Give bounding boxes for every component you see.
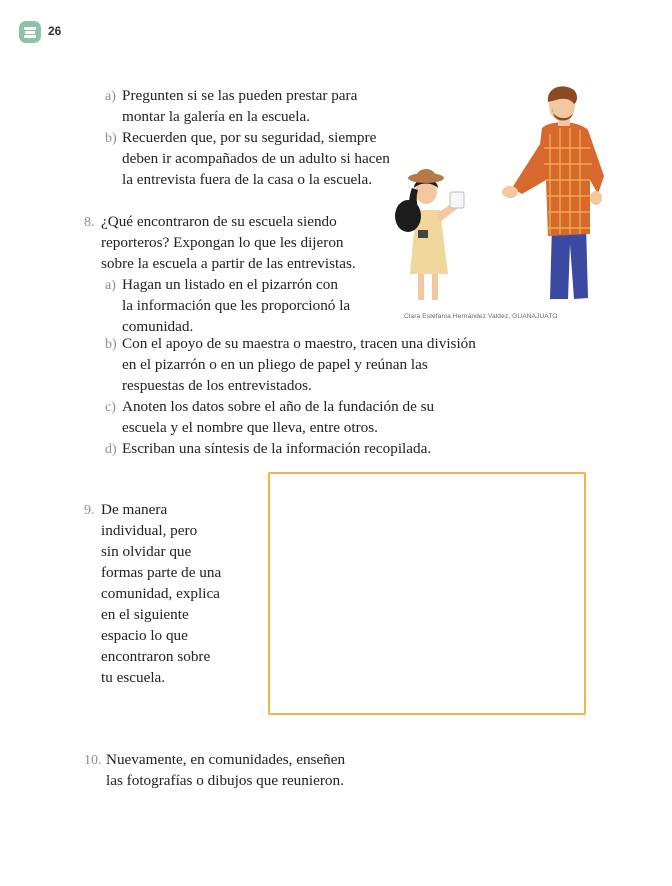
item-9-number: 9. <box>84 503 95 518</box>
item-9-line3: sin olvidar que <box>101 543 192 560</box>
item-9-line1: De manera <box>101 501 168 518</box>
item-9-line4: formas parte de una <box>101 564 222 581</box>
item-10-line1: Nuevamente, en comunidades, enseñen <box>106 751 346 768</box>
item-8d-marker: d) <box>105 442 117 457</box>
item-8d-line1: Escriban una síntesis de la información recopilada. <box>122 440 432 457</box>
man-figure <box>502 86 604 299</box>
illustration-caption: Clara Estefanía Hernández Valdez, GUANAJUATO <box>404 313 558 320</box>
item-9-line9: tu escuela. <box>101 669 166 686</box>
book-stack-icon <box>23 25 37 39</box>
answer-box[interactable] <box>268 472 586 715</box>
item-8-line1: ¿Qué encontraron de su escuela siendo <box>101 213 337 230</box>
page-number: 26 <box>48 24 62 38</box>
girl-and-man-illustration <box>392 84 612 310</box>
item-8a-line2: la información que les proporcionó la <box>122 297 351 314</box>
item-8-line3: sobre la escuela a partir de las entrevistas. <box>101 255 356 272</box>
item-8b-line3: respuestas de los entrevistados. <box>122 377 312 394</box>
girl-figure <box>395 169 464 300</box>
item-8a-line3: comunidad. <box>122 318 194 335</box>
list-item-a-line1: Pregunten si se las pueden prestar para <box>122 87 358 104</box>
item-8c-line1: Anoten los datos sobre el año de la fundación de su <box>122 398 435 415</box>
illustration <box>392 84 612 315</box>
page-badge <box>19 21 41 43</box>
list-item-b-line1: Recuerden que, por su seguridad, siempre <box>122 129 377 146</box>
item-9-line5: comunidad, explica <box>101 585 220 602</box>
list-marker-a: a) <box>105 89 116 104</box>
list-item-b-line3: la entrevista fuera de la casa o la escuela. <box>122 171 373 188</box>
item-10-line2: las fotografías o dibujos que reunieron. <box>106 772 344 789</box>
item-8-line2: reporteros? Expongan lo que les dijeron <box>101 234 344 251</box>
item-9-line7: espacio lo que <box>101 627 188 644</box>
item-8b-line2: en el pizarrón o en un pliego de papel y reúnan las <box>122 356 428 373</box>
item-9-line2: individual, pero <box>101 522 198 539</box>
list-item-a-line2: montar la galería en la escuela. <box>122 108 311 125</box>
item-8-number: 8. <box>84 215 95 230</box>
list-item-b-line2: deben ir acompañados de un adulto si hacen <box>122 150 390 167</box>
item-9-line8: encontraron sobre <box>101 648 211 665</box>
list-marker-b: b) <box>105 131 117 146</box>
item-9-line6: en el siguiente <box>101 606 189 623</box>
item-8b-line1: Con el apoyo de su maestra o maestro, tracen una división <box>122 335 476 352</box>
item-10-number: 10. <box>84 753 102 768</box>
item-8b-marker: b) <box>105 337 117 352</box>
item-8a-line1: Hagan un listado en el pizarrón con <box>122 276 338 293</box>
item-8c-marker: c) <box>105 400 116 415</box>
item-8a-marker: a) <box>105 278 116 293</box>
item-8c-line2: escuela y el nombre que lleva, entre otros. <box>122 419 378 436</box>
